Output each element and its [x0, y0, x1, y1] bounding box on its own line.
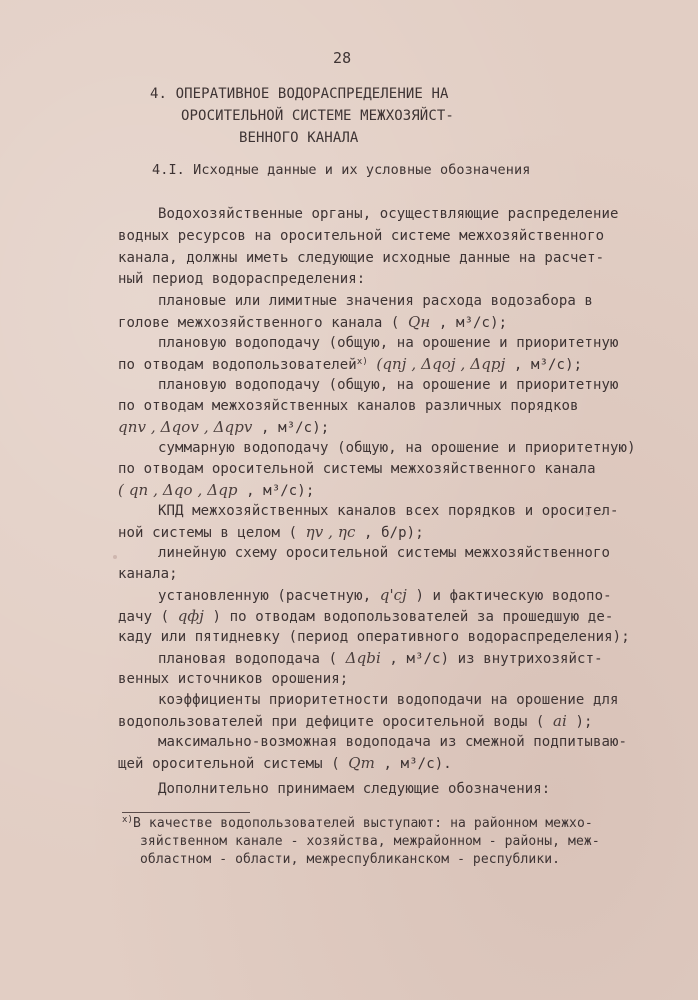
page-number: 28 — [333, 49, 352, 67]
item-6-line-1: линейную схему оросительной системы межхозяйственного — [158, 545, 611, 561]
item-5-symbols: ηv , ηc — [305, 523, 356, 541]
item-4-line-2: по отводам оросительной системы межхозяйственного канала — [118, 461, 596, 477]
item-4-line-1: суммарную водоподачу (общую, на орошение и приоритетную) — [158, 440, 636, 456]
item-9-symbol: ai — [552, 712, 567, 730]
item-3-line-2: по отводам межхозяйственных каналов различных порядков — [118, 398, 579, 414]
item-7-text: установленную (расчетную, — [158, 588, 372, 604]
subsection-heading: 4.I. Исходные данные и их условные обозначения — [152, 162, 531, 178]
item-8-line-2: венных источников орошения; — [118, 671, 349, 687]
item-1-units: , м³/с); — [438, 315, 508, 331]
item-7-text-cont: ) и фактическую водопо- — [415, 588, 612, 604]
item-2-units: , м³/с); — [513, 357, 583, 373]
footnote-line-2: зяйственном канале - хозяйства, межрайонном - районы, меж- — [140, 834, 600, 849]
item-9-text: водопользователей при дефиците оросительной воды ( — [118, 714, 545, 730]
item-4-symbols: ( qn , Δqo , Δqp — [118, 481, 238, 499]
item-7-line-1 — [158, 587, 612, 604]
item-10-text: щей оросительной системы ( — [118, 756, 340, 772]
intro-line-1: Водохозяйственные органы, осуществляющие распределение — [158, 206, 619, 222]
item-2-symbols: (qnj , Δqoj , Δqpj — [376, 355, 506, 373]
item-8-line-1 — [158, 650, 603, 667]
item-9-text-cont: ); — [575, 714, 593, 730]
item-3-line-1: плановую водоподачу (общую, на орошение и приоритетную — [158, 377, 619, 393]
item-2-line-1: плановую водоподачу (общую, на орошение и приоритетную — [158, 335, 619, 351]
section-heading-line-3: ВЕННОГО КАНАЛА — [239, 130, 359, 146]
item-7-text-2: дачу ( — [118, 609, 170, 625]
item-10-line-1: максимально-возможная водоподача из смежной подпитываю- — [158, 734, 628, 750]
item-10-text-cont: , м³/с). — [383, 756, 452, 772]
intro-line-3: канала, должны иметь следующие исходные данные на расчет- — [118, 250, 605, 266]
item-10-symbol: Qm — [348, 754, 376, 772]
item-8-symbol: Δqbi — [345, 649, 381, 667]
item-1-line-2 — [118, 314, 507, 331]
item-5-line-1: КПД межхозяйственных каналов всех порядков и оросител- — [158, 503, 619, 519]
section-heading-line-2: ОРОСИТЕЛЬНОЙ СИСТЕМЕ МЕЖХОЗЯЙСТ- — [181, 108, 454, 124]
footnote-line-3: областном - области, межреспубликанском - республики. — [140, 852, 561, 867]
item-3-units: , м³/с); — [261, 420, 330, 436]
footnote-mark: x) — [122, 815, 134, 825]
item-4-units: , м³/с); — [246, 483, 315, 499]
item-3-symbols: qnv , Δqov , Δqpv — [118, 418, 253, 436]
item-10-line-2 — [118, 755, 452, 772]
footnote-line-1 — [122, 816, 593, 832]
intro-line-4: ный период водораспределения: — [118, 271, 366, 287]
item-2-line-2 — [118, 356, 582, 373]
item-1-text: голове межхозяйственного канала ( — [118, 315, 400, 331]
item-5-text: ной системы в целом ( — [118, 525, 298, 541]
section-heading-line-1: 4. ОПЕРАТИВНОЕ ВОДОРАСПРЕДЕЛЕНИЕ НА — [150, 86, 449, 102]
item-9-line-1: коэффициенты приоритетности водоподачи на орошение для — [158, 692, 619, 708]
footnote-divider — [122, 812, 250, 813]
item-7-symbol-2: qфj — [177, 607, 205, 625]
item-1-symbol: Qн — [407, 313, 431, 331]
footnote-reference: x) — [356, 357, 368, 367]
footnote-text-1: В качестве водопользователей выступают: на районном межхо- — [133, 816, 593, 831]
item-7-symbol: q'сj — [379, 586, 407, 604]
item-8-text-cont: , м³/с) из внутрихозяйст- — [389, 651, 603, 667]
item-5-line-2 — [118, 524, 424, 541]
closing-line: Дополнительно принимаем следующие обозначения: — [158, 781, 551, 797]
item-2-text: по отводам водопользователей — [118, 357, 357, 373]
paper-stain — [113, 555, 117, 559]
item-6-line-2: канала; — [118, 566, 178, 582]
item-1-line-1: плановые или лимитные значения расхода водозабора в — [158, 293, 593, 309]
item-7-line-3: каду или пятидневку (период оперативного водораспределения); — [118, 629, 630, 645]
item-7-text-2-cont: ) по отводам водопользователей за прошедшую де- — [212, 609, 614, 625]
item-4-line-3 — [118, 482, 314, 499]
item-7-line-2 — [118, 608, 613, 625]
item-3-line-3 — [118, 419, 329, 436]
item-9-line-2 — [118, 713, 593, 730]
item-8-text: плановая водоподача ( — [158, 651, 338, 667]
intro-line-2: водных ресурсов на оросительной системе межхозяйственного — [118, 228, 605, 244]
item-5-units: , б/р); — [364, 525, 424, 541]
